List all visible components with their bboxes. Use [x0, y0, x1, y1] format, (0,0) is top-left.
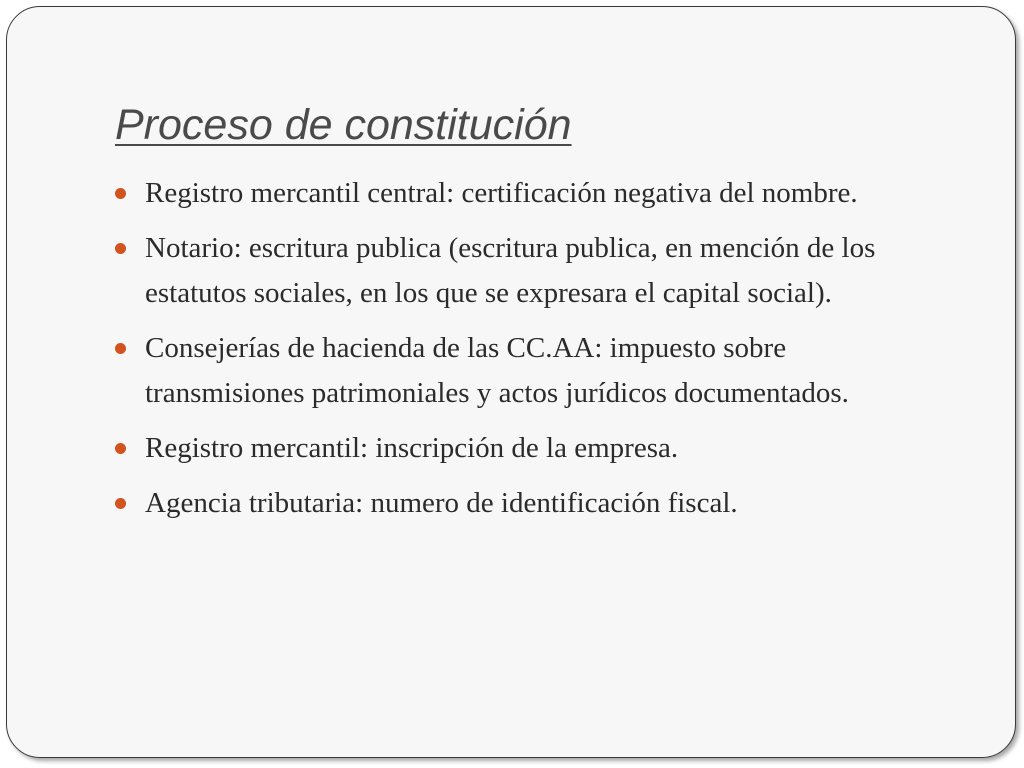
- bullet-item: [111, 326, 951, 416]
- bullet-dot-icon: [115, 243, 126, 254]
- bullet-dot-icon: [115, 343, 126, 354]
- bullet-dot-icon: [115, 498, 126, 509]
- bullet-list: [111, 171, 951, 536]
- slide-title: Proceso de constitución: [115, 101, 572, 149]
- bullet-dot-icon: [115, 443, 126, 454]
- bullet-text: Registro mercantil: inscripción de la empresa.: [145, 432, 679, 464]
- bullet-item: [111, 226, 951, 316]
- bullet-text: Registro mercantil central: certificación negativa del nombre.: [145, 177, 858, 209]
- bullet-text: Notario: escritura publica (escritura publica, en mención de los estatutos sociales, en los que se expresara el capital social).: [145, 232, 876, 309]
- bullet-dot-icon: [115, 188, 126, 199]
- bullet-text: Consejerías de hacienda de las CC.AA: impuesto sobre transmisiones patrimoniales y actos jurídicos documentados.: [145, 332, 849, 409]
- bullet-item: [111, 171, 951, 216]
- bullet-item: [111, 426, 951, 471]
- bullet-item: [111, 481, 951, 526]
- slide: [6, 6, 1016, 758]
- bullet-text: Agencia tributaria: numero de identificación fiscal.: [145, 487, 738, 519]
